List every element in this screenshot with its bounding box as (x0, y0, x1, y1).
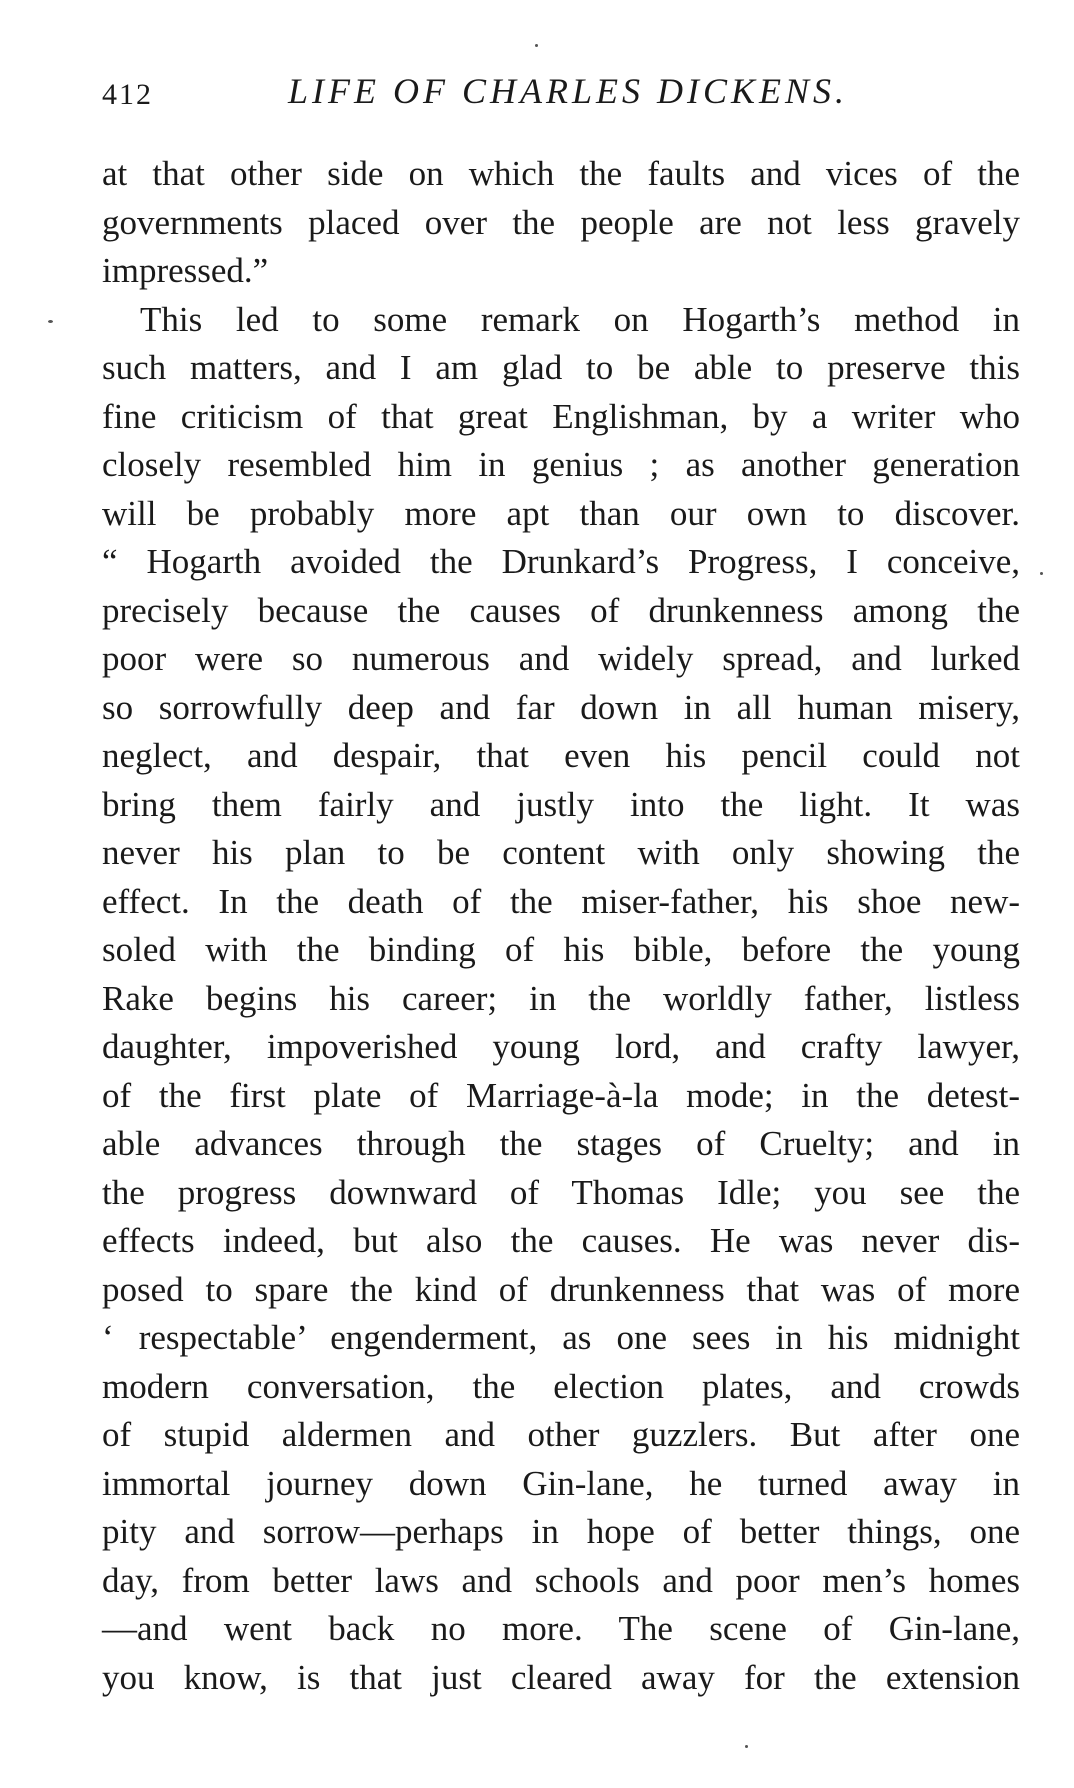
text-line: such matters, and I am glad to be able to preserve this (102, 348, 1020, 387)
text-line: neglect, and despair, that even his pencil could not (102, 736, 1020, 775)
text-line: able advances through the stages of Cruelty; and in (102, 1124, 1020, 1163)
text-line: day, from better laws and schools and poor men’s homes (102, 1560, 1020, 1600)
scan-speck (745, 1745, 748, 1748)
text-line: so sorrowfully deep and far down in all human misery, (102, 687, 1020, 727)
text-line: ‘ respectable’ engenderment, as one sees in his midnight (102, 1318, 1020, 1357)
text-line: daughter, impoverished young lord, and crafty lawyer, (102, 1027, 1020, 1066)
text-line: posed to spare the kind of drunkenness that was of more (102, 1269, 1020, 1309)
text-line: soled with the binding of his bible, before the young (102, 930, 1020, 969)
scan-speck (48, 320, 53, 323)
text-line: you know, is that just cleared away for the extension (102, 1657, 1020, 1697)
text-line: —and went back no more. The scene of Gin-lane, (102, 1609, 1020, 1648)
text-line: the progress downward of Thomas Idle; you see the (102, 1172, 1020, 1212)
text-line: Rake begins his career; in the worldly father, listless (102, 978, 1020, 1018)
text-line: will be probably more apt than our own to discover. (102, 493, 1020, 533)
text-line: bring them fairly and justly into the light. It was (102, 784, 1020, 824)
text-line: effects indeed, but also the causes. He was never dis- (102, 1221, 1020, 1260)
text-line: at that other side on which the faults and vices of the (102, 154, 1020, 193)
text-line: of the first plate of Marriage-à-la mode; in the detest- (102, 1075, 1020, 1115)
scan-speck (1040, 572, 1043, 575)
text-line: closely resembled him in genius ; as another generation (102, 445, 1020, 484)
text-line: pity and sorrow—perhaps in hope of better things, one (102, 1512, 1020, 1551)
text-line: modern conversation, the election plates, and crowds (102, 1366, 1020, 1406)
text-line: effect. In the death of the miser-father, his shoe new- (102, 881, 1020, 921)
text-line: governments placed over the people are not less gravely (102, 202, 1020, 242)
paragraph-start-line: This led to some remark on Hogarth’s method in (140, 299, 1020, 339)
text-line: of stupid aldermen and other guzzlers. But after one (102, 1415, 1020, 1454)
running-title: LIFE OF CHARLES DICKENS. (288, 71, 848, 111)
text-line: “ Hogarth avoided the Drunkard’s Progress, I conceive, (102, 542, 1020, 581)
text-line: immortal journey down Gin-lane, he turned away in (102, 1463, 1020, 1503)
text-line: precisely because the causes of drunkenness among the (102, 590, 1020, 630)
text-line: never his plan to be content with only showing the (102, 833, 1020, 872)
scan-speck (535, 44, 538, 47)
page-header (102, 70, 1032, 118)
text-line: poor were so numerous and widely spread, and lurked (102, 639, 1020, 678)
page-number: 412 (102, 78, 153, 111)
body-text (102, 150, 1020, 1702)
text-line: impressed.” (102, 251, 269, 290)
text-line: fine criticism of that great Englishman, by a writer who (102, 396, 1020, 436)
